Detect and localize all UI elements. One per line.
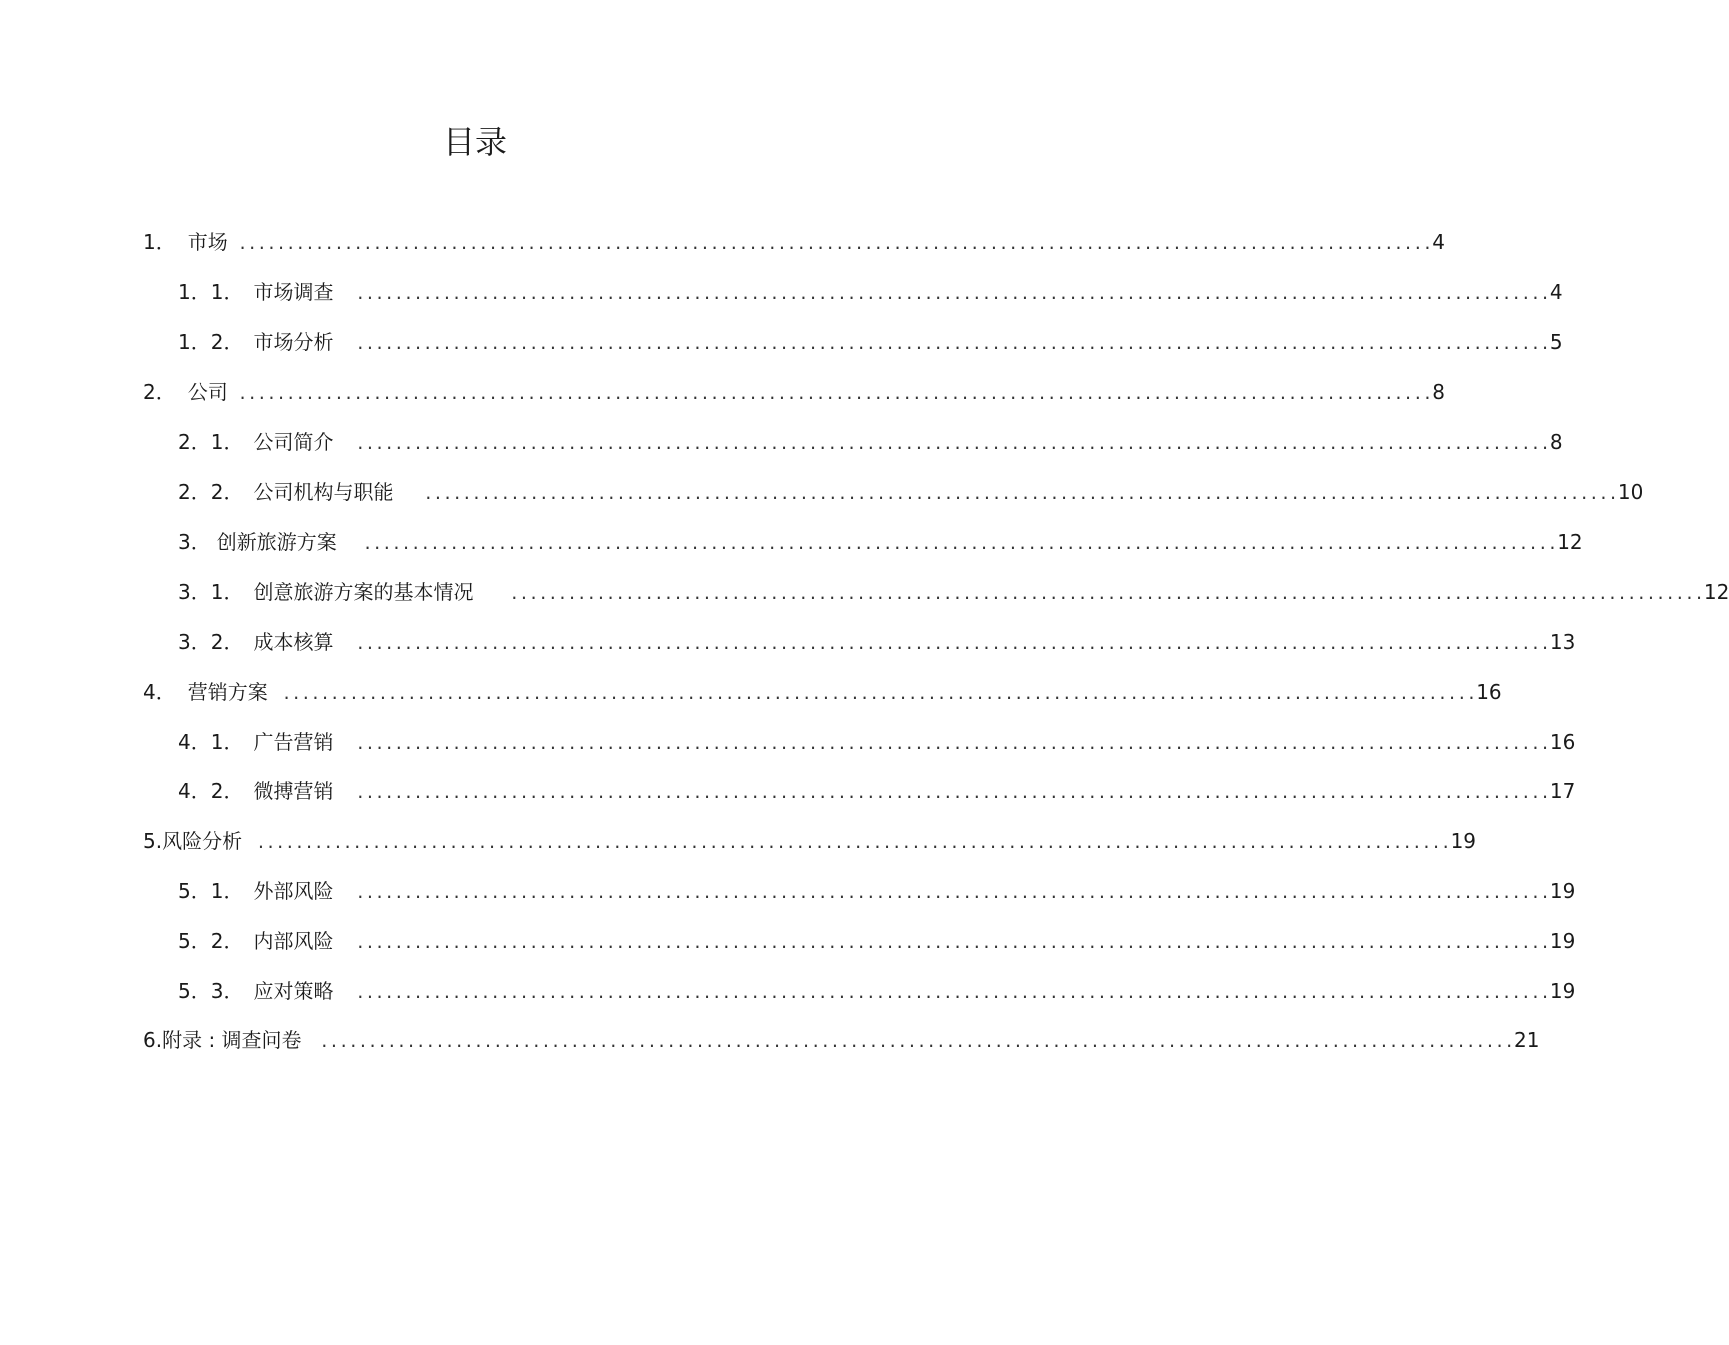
toc-entry-title: 附录 : 调查问卷: [162, 1028, 302, 1052]
toc-leader-dots: ............................................................................................................................: [355, 783, 1550, 802]
toc-entry-title: 内部风险: [253, 929, 334, 953]
toc-leader-dots: ............................................................................................................................: [355, 734, 1550, 753]
toc-entry-title: 创新旅游方案: [216, 530, 337, 554]
toc-leader-dots: ............................................................................................................................: [355, 983, 1550, 1002]
toc-entry-page: 19: [1549, 879, 1576, 903]
toc-entry[interactable]: [143, 1025, 1540, 1055]
toc-entry-title: 广告营销: [253, 730, 334, 754]
toc-entry-number: 1．2．: [178, 330, 244, 354]
toc-entry[interactable]: [178, 627, 1576, 657]
toc-entry[interactable]: [178, 926, 1576, 956]
toc-leader-dots: ............................................................................................................................: [237, 384, 1433, 403]
toc-entry-title: 应对策略: [253, 979, 334, 1003]
toc-entry-number: 2．: [143, 380, 176, 404]
toc-entry[interactable]: [178, 776, 1576, 806]
toc-entry-title: 风险分析: [162, 829, 243, 853]
toc-leader-dots: ............................................................................................................................: [423, 484, 1618, 503]
toc-leader-dots: ............................................................................................................................: [355, 334, 1550, 353]
toc-entry-page: 19: [1549, 929, 1576, 953]
toc-entry[interactable]: [143, 377, 1445, 407]
toc-entry[interactable]: [143, 826, 1477, 856]
toc-entry-title: 成本核算: [253, 630, 334, 654]
toc-entry-title: 外部风险: [253, 879, 334, 903]
toc-entry-number: 5.: [143, 829, 163, 853]
toc-entry[interactable]: [178, 427, 1563, 457]
toc-entry-number: 3．2．: [178, 630, 244, 654]
toc-entry-page: 16: [1476, 680, 1502, 704]
toc-entry-title: 公司机构与职能: [253, 480, 394, 504]
toc-entry-number: 4．: [143, 680, 176, 704]
toc-entry-page: 19: [1450, 829, 1477, 853]
toc-leader-dots: ............................................................................................................................: [355, 883, 1550, 902]
toc-entry-title: 公司: [187, 380, 228, 404]
toc-entry-number: 5．1．: [178, 879, 244, 903]
toc-entry-number: 5．2．: [178, 929, 244, 953]
toc-entry-number: 3．: [178, 530, 211, 554]
toc-entry-page: 8: [1549, 430, 1563, 454]
toc-entry-page: 13: [1549, 630, 1576, 654]
toc-entry[interactable]: [178, 976, 1576, 1006]
toc-entry-number: 4．2．: [178, 779, 244, 803]
toc-entry[interactable]: [178, 876, 1576, 906]
page-title: 目录: [442, 123, 507, 161]
toc-leader-dots: ............................................................................................................................: [355, 634, 1550, 653]
toc-leader-dots: ............................................................................................................................: [319, 1032, 1515, 1051]
toc-leader-dots: ............................................................................................................................: [237, 234, 1433, 253]
toc-leader-dots: ............................................................................................................................: [256, 833, 1451, 852]
toc-leader-dots: ............................................................................................................................: [509, 584, 1704, 603]
toc-entry-page: 21: [1514, 1028, 1540, 1052]
toc-entry-page: 10: [1617, 480, 1644, 504]
toc-entry[interactable]: [178, 327, 1563, 357]
toc-leader-dots: ............................................................................................................................: [355, 284, 1550, 303]
toc-entry-title: 创意旅游方案的基本情况: [253, 580, 474, 604]
toc-entry[interactable]: [178, 477, 1644, 507]
toc-entry-page: 4: [1432, 230, 1445, 254]
toc-leader-dots: ............................................................................................................................: [362, 534, 1558, 553]
toc-entry-title: 微搏营销: [253, 779, 334, 803]
toc-entry[interactable]: [178, 527, 1583, 557]
toc-entry[interactable]: [178, 277, 1563, 307]
toc-entry-number: 6.: [143, 1028, 163, 1052]
toc-entry-page: 12: [1703, 580, 1729, 604]
toc-entry-page: 8: [1432, 380, 1445, 404]
toc-entry-number: 1．1．: [178, 280, 244, 304]
toc-entry[interactable]: [178, 727, 1576, 757]
toc-entry-title: 公司简介: [253, 430, 334, 454]
toc-entry-title: 营销方案: [187, 680, 268, 704]
toc-entry-page: 16: [1549, 730, 1576, 754]
toc-leader-dots: ............................................................................................................................: [355, 933, 1550, 952]
toc-entry-title: 市场: [187, 230, 228, 254]
toc-entry-number: 4．1．: [178, 730, 244, 754]
toc-entry-page: 4: [1549, 280, 1563, 304]
toc-leader-dots: ............................................................................................................................: [281, 684, 1477, 703]
toc-entry[interactable]: [143, 677, 1502, 707]
toc-entry-title: 市场分析: [253, 330, 334, 354]
toc-entry-title: 市场调查: [253, 280, 334, 304]
toc-entry[interactable]: [143, 227, 1445, 257]
toc-entry[interactable]: [178, 577, 1729, 607]
toc-entry-number: 2．2．: [178, 480, 244, 504]
toc-entry-page: 5: [1549, 330, 1563, 354]
toc-entry-page: 19: [1549, 979, 1576, 1003]
toc-entry-number: 3．1．: [178, 580, 244, 604]
toc-entry-number: 5．3．: [178, 979, 244, 1003]
toc-entry-number: 1．: [143, 230, 176, 254]
toc-leader-dots: ............................................................................................................................: [355, 434, 1550, 453]
toc-entry-page: 12: [1557, 530, 1583, 554]
toc-entry-page: 17: [1549, 779, 1576, 803]
toc-entry-number: 2．1．: [178, 430, 244, 454]
